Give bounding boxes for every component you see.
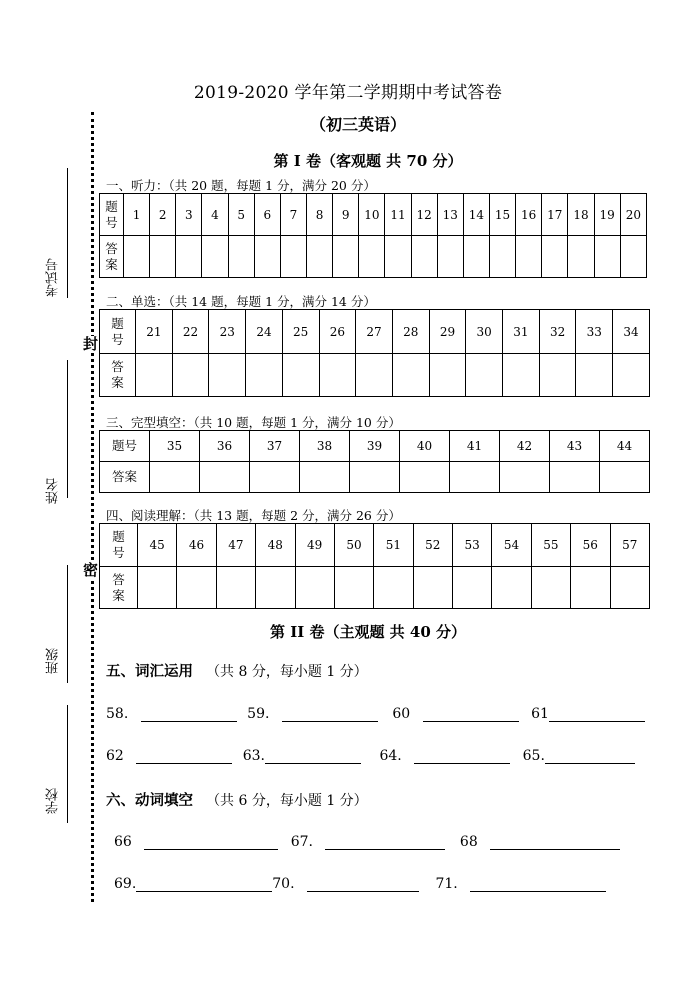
answer-blank[interactable]: [325, 835, 445, 850]
item-number: 60: [392, 706, 411, 722]
answer-cell[interactable]: [295, 567, 334, 609]
question-number: 33: [576, 310, 613, 354]
answer-cell[interactable]: [246, 354, 283, 397]
question-number: 50: [334, 524, 373, 567]
answer-cell[interactable]: [374, 567, 413, 609]
answer-cell[interactable]: [200, 462, 250, 493]
section-5-note: （共 8 分，每小题 1 分）: [206, 664, 368, 680]
question-number: 22: [172, 310, 209, 354]
class-label: 班级: [46, 648, 61, 674]
question-number: 52: [413, 524, 452, 567]
answer-cell[interactable]: [503, 354, 540, 397]
answer-header: 答 案: [100, 236, 124, 278]
answer-cell[interactable]: [300, 462, 350, 493]
answer-row: [100, 567, 650, 609]
question-number-row: [100, 194, 647, 236]
answer-header: 答 案: [100, 567, 138, 609]
answer-cell[interactable]: [437, 236, 463, 278]
answer-cell[interactable]: [429, 354, 466, 397]
answer-blank[interactable]: [136, 877, 272, 892]
section-4-title: 四、阅读理解：（共 13 题，每题 2 分，满分 26 分）: [106, 508, 401, 523]
question-number: 31: [503, 310, 540, 354]
answer-line-row: [114, 876, 606, 892]
section-3-table: [99, 430, 650, 493]
section-6-title: [106, 789, 368, 810]
question-number: 2: [150, 194, 176, 236]
answer-cell[interactable]: [385, 236, 411, 278]
answer-line-row: [106, 706, 645, 722]
question-number: 24: [246, 310, 283, 354]
volume-1-title: 第 I 卷（客观题 共 70 分）: [273, 152, 463, 170]
answer-cell[interactable]: [392, 354, 429, 397]
item-number: 62: [106, 748, 124, 764]
answer-blank[interactable]: [414, 749, 510, 764]
answer-cell[interactable]: [138, 567, 177, 609]
item-number: 68: [459, 834, 478, 850]
answer-cell[interactable]: [256, 567, 295, 609]
section-5-heading: 五、词汇运用: [106, 663, 193, 680]
answer-cell[interactable]: [620, 236, 646, 278]
question-number: 46: [177, 524, 216, 567]
answer-cell[interactable]: [571, 567, 610, 609]
answer-cell[interactable]: [453, 567, 492, 609]
answer-cell[interactable]: [450, 462, 500, 493]
school-label: 学校: [46, 788, 61, 814]
section-5-title: [106, 660, 368, 681]
answer-cell[interactable]: [411, 236, 437, 278]
answer-cell[interactable]: [568, 236, 594, 278]
question-number: 38: [300, 431, 350, 462]
answer-cell[interactable]: [531, 567, 570, 609]
answer-cell[interactable]: [359, 236, 385, 278]
question-number: 49: [295, 524, 334, 567]
question-number-header: 题 号: [100, 524, 138, 567]
answer-row: [100, 354, 650, 397]
question-number: 45: [138, 524, 177, 567]
answer-blank[interactable]: [423, 707, 519, 722]
answer-cell[interactable]: [539, 354, 576, 397]
answer-cell[interactable]: [356, 354, 393, 397]
answer-blank[interactable]: [141, 707, 237, 722]
section-6-heading: 六、动词填空: [106, 792, 193, 809]
answer-cell[interactable]: [400, 462, 450, 493]
answer-cell[interactable]: [176, 236, 202, 278]
answer-cell[interactable]: [463, 236, 489, 278]
answer-blank[interactable]: [136, 749, 232, 764]
question-number: 20: [620, 194, 646, 236]
question-number: 12: [411, 194, 437, 236]
answer-line-row: [114, 834, 620, 850]
question-number: 25: [282, 310, 319, 354]
answer-row: [100, 462, 650, 493]
item-number: 69.: [114, 876, 137, 892]
answer-cell[interactable]: [136, 354, 173, 397]
section-4-table: [99, 523, 650, 609]
item-number: 67.: [290, 834, 313, 850]
answer-header: 答案: [100, 462, 150, 493]
question-number: 54: [492, 524, 531, 567]
question-number: 56: [571, 524, 610, 567]
answer-blank[interactable]: [549, 707, 645, 722]
secret-marker: 密: [83, 561, 99, 579]
question-number: 40: [400, 431, 450, 462]
answer-blank[interactable]: [307, 877, 419, 892]
question-number: 43: [550, 431, 600, 462]
question-number: 57: [610, 524, 650, 567]
answer-cell[interactable]: [489, 236, 515, 278]
question-number: 42: [500, 431, 550, 462]
question-number: 17: [542, 194, 568, 236]
question-number: 3: [176, 194, 202, 236]
question-number: 13: [437, 194, 463, 236]
section-2-table: [99, 309, 650, 397]
answer-cell[interactable]: [124, 236, 150, 278]
answer-cell[interactable]: [319, 354, 356, 397]
question-number: 39: [350, 431, 400, 462]
question-number: 11: [385, 194, 411, 236]
question-number-row: [100, 524, 650, 567]
answer-cell[interactable]: [202, 236, 228, 278]
answer-cell[interactable]: [516, 236, 542, 278]
answer-cell[interactable]: [610, 567, 650, 609]
question-number: 28: [392, 310, 429, 354]
question-number: 51: [374, 524, 413, 567]
exam-number-field[interactable]: [67, 168, 68, 298]
answer-cell[interactable]: [613, 354, 650, 397]
answer-blank[interactable]: [282, 707, 378, 722]
question-number: 35: [150, 431, 200, 462]
question-number: 27: [356, 310, 393, 354]
answer-cell[interactable]: [550, 462, 600, 493]
question-number: 48: [256, 524, 295, 567]
answer-cell[interactable]: [150, 236, 176, 278]
question-number-header: 题号: [100, 431, 150, 462]
school-field[interactable]: [67, 705, 68, 823]
answer-blank[interactable]: [490, 835, 620, 850]
question-number: 15: [489, 194, 515, 236]
answer-cell[interactable]: [334, 567, 373, 609]
seal-marker: 封: [83, 335, 99, 353]
answer-cell[interactable]: [576, 354, 613, 397]
answer-cell[interactable]: [216, 567, 255, 609]
question-number: 19: [594, 194, 620, 236]
question-number: 36: [200, 431, 250, 462]
question-number: 47: [216, 524, 255, 567]
question-number-header: 题 号: [100, 194, 124, 236]
question-number: 9: [333, 194, 359, 236]
item-number: 71.: [435, 876, 458, 892]
answer-cell[interactable]: [594, 236, 620, 278]
answer-cell[interactable]: [413, 567, 452, 609]
page-subtitle: （初三英语）: [309, 115, 406, 134]
section-3-title: 三、完型填空：（共 10 题，每题 1 分，满分 10 分）: [106, 415, 401, 430]
answer-row: [100, 236, 647, 278]
question-number: 37: [250, 431, 300, 462]
exam-number-label: 考试号: [46, 258, 61, 297]
answer-cell[interactable]: [333, 236, 359, 278]
question-number: 18: [568, 194, 594, 236]
answer-blank[interactable]: [144, 835, 278, 850]
question-number: 44: [600, 431, 650, 462]
item-number: 65.: [522, 748, 545, 764]
item-number: 59.: [247, 706, 270, 722]
section-1-title: 一、听力：（共 20 题，每题 1 分，满分 20 分）: [106, 178, 376, 193]
question-number: 14: [463, 194, 489, 236]
question-number: 32: [539, 310, 576, 354]
item-number: 63.: [242, 748, 265, 764]
answer-cell[interactable]: [254, 236, 280, 278]
question-number: 23: [209, 310, 246, 354]
answer-blank[interactable]: [545, 749, 635, 764]
question-number: 1: [124, 194, 150, 236]
question-number: 53: [453, 524, 492, 567]
volume-2-title: 第 II 卷（主观题 共 40 分）: [269, 623, 467, 641]
answer-blank[interactable]: [265, 749, 361, 764]
question-number: 26: [319, 310, 356, 354]
section-1-table: [99, 193, 647, 278]
page-title: 2019-2020 学年第二学期期中考试答卷: [193, 83, 503, 103]
answer-blank[interactable]: [470, 877, 606, 892]
section-6-note: （共 6 分，每小题 1 分）: [206, 793, 368, 809]
question-number: 16: [516, 194, 542, 236]
answer-cell[interactable]: [150, 462, 200, 493]
item-number: 66: [114, 834, 132, 850]
answer-header: 答 案: [100, 354, 136, 397]
answer-cell[interactable]: [209, 354, 246, 397]
answer-cell[interactable]: [350, 462, 400, 493]
name-label: 姓名: [46, 478, 61, 504]
item-number: 58.: [106, 706, 129, 722]
question-number: 10: [359, 194, 385, 236]
answer-cell[interactable]: [282, 354, 319, 397]
item-number: 70.: [272, 876, 295, 892]
item-number: 61: [531, 706, 549, 722]
question-number: 8: [306, 194, 332, 236]
question-number-header: 题 号: [100, 310, 136, 354]
question-number: 55: [531, 524, 570, 567]
answer-cell[interactable]: [500, 462, 550, 493]
question-number: 7: [280, 194, 306, 236]
question-number: 6: [254, 194, 280, 236]
binding-dotted-line: [91, 112, 94, 902]
answer-cell[interactable]: [492, 567, 531, 609]
answer-cell[interactable]: [280, 236, 306, 278]
question-number: 30: [466, 310, 503, 354]
answer-cell[interactable]: [177, 567, 216, 609]
question-number: 34: [613, 310, 650, 354]
item-number: 64.: [379, 748, 402, 764]
answer-cell[interactable]: [228, 236, 254, 278]
answer-cell[interactable]: [542, 236, 568, 278]
answer-line-row: [106, 748, 635, 764]
question-number-row: [100, 310, 650, 354]
answer-cell[interactable]: [250, 462, 300, 493]
question-number: 21: [136, 310, 173, 354]
question-number: 4: [202, 194, 228, 236]
question-number: 5: [228, 194, 254, 236]
name-field[interactable]: [67, 360, 68, 498]
question-number: 41: [450, 431, 500, 462]
question-number-row: [100, 431, 650, 462]
question-number: 29: [429, 310, 466, 354]
answer-cell[interactable]: [306, 236, 332, 278]
answer-cell[interactable]: [466, 354, 503, 397]
answer-cell[interactable]: [600, 462, 650, 493]
section-2-title: 二、单选：（共 14 题，每题 1 分，满分 14 分）: [106, 294, 376, 309]
answer-cell[interactable]: [172, 354, 209, 397]
